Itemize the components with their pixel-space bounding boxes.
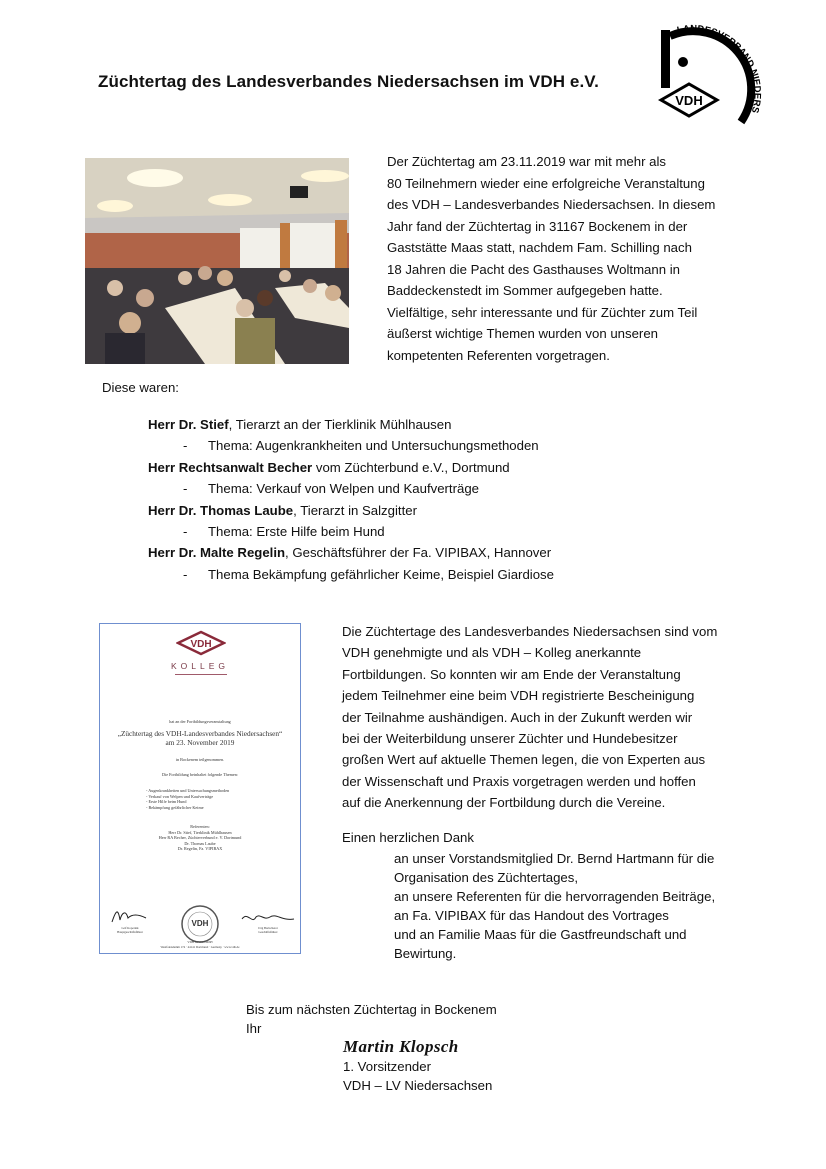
signature-right-icon — [240, 909, 296, 927]
speaker-item — [148, 414, 554, 435]
speaker-name: Herr Rechtsanwalt Becher — [148, 459, 313, 475]
event-photo — [85, 158, 349, 364]
speaker-item — [148, 457, 554, 478]
speaker-name: Herr Dr. Malte Regelin — [148, 545, 286, 561]
speaker-item — [148, 500, 554, 521]
cert-date: am 23. November 2019 — [165, 738, 235, 747]
dash-bullet: - — [183, 438, 188, 454]
intro-line: Jahr fand der Züchtertag in 31167 Bockenem in der — [387, 218, 688, 234]
thanks-list — [394, 849, 715, 963]
vdh-landesverband-logo — [655, 14, 767, 126]
speaker-name: Herr Dr. Stief — [148, 417, 229, 432]
body-line: der Teilnahme aushändigen. Auch in der Zukunft werden wir — [342, 709, 693, 725]
intro-line: des VDH – Landesverbandes Niedersachsen. In diesem — [387, 197, 716, 212]
certificate-image — [99, 623, 301, 954]
cert-signer-right-role: Geschäftsführer — [258, 930, 278, 934]
cert-topic: - Augenkrankheiten und Untersuchungsmethoden — [146, 788, 230, 793]
thanks-intro: Einen herzlichen Dank — [342, 830, 474, 845]
thanks-line: an unsere Referenten für die hervorragenden Beiträge, — [394, 889, 716, 904]
speaker-detail: , Tierarzt an der Tierklinik Mühlhausen — [228, 417, 452, 432]
thanks-line: an unser Vorstandsmitglied Dr. Bernd Hartmann für die — [394, 851, 715, 866]
cert-signer-left-name: Leif Kopernik — [121, 926, 139, 930]
closing — [246, 1000, 497, 1038]
topic-text: Thema Bekämpfung gefährlicher Keime, Beispiel Giardiose — [208, 566, 554, 582]
intro-line: 80 Teilnehmern wieder eine erfolgreiche Veranstaltung — [387, 175, 705, 191]
body-line: VDH genehmigte und als VDH – Kolleg anerkannte — [342, 645, 642, 661]
speaker-item — [148, 542, 554, 563]
signer-block — [343, 1057, 492, 1095]
cert-place: in Bockenem teilgenommen. — [175, 757, 225, 762]
body-line: großen Wert auf aktuelle Themen legen, die von Experten aus — [342, 752, 706, 768]
closing-line: Bis zum nächsten Züchtertag in Bockenem — [246, 1002, 497, 1017]
body-line: jedem Teilnehmer eine beim VDH registrierte Bescheinigung — [342, 688, 695, 704]
cert-refs-title: Referenten: — [190, 824, 210, 829]
topic-text: Thema: Verkauf von Welpen und Kaufverträge — [208, 481, 479, 497]
thanks-line: an Fa. VIPIBAX für das Handout des Vortrages — [394, 908, 669, 923]
speaker-detail: , Tierarzt in Salzgitter — [293, 502, 417, 518]
cert-kolleg: KOLLEG — [170, 661, 230, 671]
cert-footer2: Westfalendamm 174 · 44141 Dortmund · Germany · www.vdh.de — [160, 945, 240, 949]
vdh-seal-icon — [180, 904, 220, 944]
cert-signer-right-name: Jörg Bartscherer — [258, 926, 278, 930]
thanks-line: und an Familie Maas für die Gastfreundschaft und — [394, 927, 687, 942]
cert-footer1: VDH Service GmbH — [187, 940, 213, 944]
speakers-intro: Diese waren: — [102, 380, 179, 395]
body-line: auf die Anerkennung der Fortbildung durch die Vereine. — [342, 795, 666, 811]
speaker-topic — [148, 478, 554, 499]
intro-line: Baddeckenstedt im Sommer aufgegeben hatte. — [387, 283, 663, 298]
document-title: Züchtertag des Landesverbandes Niedersachsen im VDH e.V. — [98, 72, 599, 91]
cert-topic: - Erste Hilfe beim Hund — [146, 799, 187, 805]
speaker-topic — [148, 521, 554, 542]
speaker-detail: , Geschäftsführer der Fa. VIPIBAX, Hannover — [285, 545, 552, 561]
cert-ref: Dr. Regelin, Fa. VIPIBAX — [177, 846, 223, 852]
body-line: der Wissenschaft und Praxis vorgetragen werden und hoffen — [342, 773, 696, 789]
intro-line: äußerst wichtige Themen wurden von unseren — [387, 326, 658, 341]
dash-bullet: - — [183, 481, 188, 497]
cert-topic: - Verkauf von Welpen und Kaufverträge — [146, 793, 214, 799]
intro-line: Gaststätte Maas statt, nachdem Fam. Schilling nach — [387, 240, 692, 255]
cert-divider — [175, 674, 227, 675]
body-line: bei der Weiterbildung unserer Züchter und Hundebesitzer — [342, 731, 678, 747]
closing-line: Ihr — [246, 1021, 262, 1036]
dash-bullet: - — [183, 566, 188, 582]
body-line: Fortbildungen. So konnten wir am Ende der Veranstaltung — [342, 666, 681, 682]
thanks-line: Bewirtung. — [394, 946, 457, 961]
intro-line: Vielfältige, sehr interessante und für Züchter zum Teil — [387, 304, 698, 320]
speaker-topic — [148, 564, 554, 585]
logo-ring-text: LANDESVERBAND NIEDERS — [676, 23, 763, 115]
cert-ref: Herr RA Becher, Züchterverbund e. V. Dortmund — [158, 835, 242, 841]
vdh-kolleg-logo-icon — [176, 630, 226, 656]
cert-signer-left-role: Hauptgeschäftsführer — [117, 930, 143, 934]
cert-topics-intro: Die Fortbildung beinhaltet folgende Themen: — [162, 772, 238, 777]
signature-name: Martin Klopsch — [343, 1037, 459, 1056]
logo-icon — [655, 14, 767, 126]
cert-referents — [100, 824, 300, 852]
speaker-detail: vom Züchterbund e.V., Dortmund — [312, 459, 510, 475]
intro-line: 18 Jahren die Pacht des Gasthauses Woltmann in — [387, 261, 680, 277]
cert-event: „Züchtertag des VDH-Landesverbandes Niedersachsen“ — [117, 729, 283, 738]
body-line: Die Züchtertage des Landesverbandes Niedersachsen sind vom — [342, 624, 718, 639]
signer-org: VDH – LV Niedersachsen — [343, 1078, 493, 1093]
logo-badge-text: VDH — [675, 93, 703, 108]
cert-line1: hat an der Fortbildungsveranstaltung — [169, 719, 231, 724]
signature-left-icon — [108, 906, 152, 926]
intro-paragraph — [387, 151, 747, 366]
thanks-line: Organisation des Züchtertages, — [394, 870, 578, 885]
signer-role: 1. Vorsitzender — [343, 1059, 431, 1074]
speakers-list — [148, 414, 554, 585]
seal-text: VDH — [191, 919, 209, 928]
kolleg-paragraph — [342, 621, 742, 814]
cert-ref: Herr Dr. Stief, Tierklinik Mühlhausen — [168, 829, 232, 835]
intro-line: Der Züchtertag am 23.11.2019 war mit mehr als — [387, 154, 667, 169]
speaker-name: Herr Dr. Thomas Laube — [148, 502, 294, 518]
topic-text: Thema: Augenkrankheiten und Untersuchungsmethoden — [208, 438, 539, 454]
cert-topics — [146, 788, 229, 810]
cert-logo-text: VDH — [190, 639, 212, 650]
topic-text: Thema: Erste Hilfe beim Hund — [208, 523, 385, 539]
intro-line: kompetenten Referenten vorgetragen. — [387, 347, 610, 363]
cert-ref: Dr. Thomas Laube — [184, 840, 216, 846]
event-hall-photo-icon — [85, 158, 349, 364]
dash-bullet: - — [183, 523, 188, 539]
speaker-topic — [148, 435, 554, 456]
cert-topic: - Bekämpfung gefährlicher Keime — [146, 804, 204, 810]
